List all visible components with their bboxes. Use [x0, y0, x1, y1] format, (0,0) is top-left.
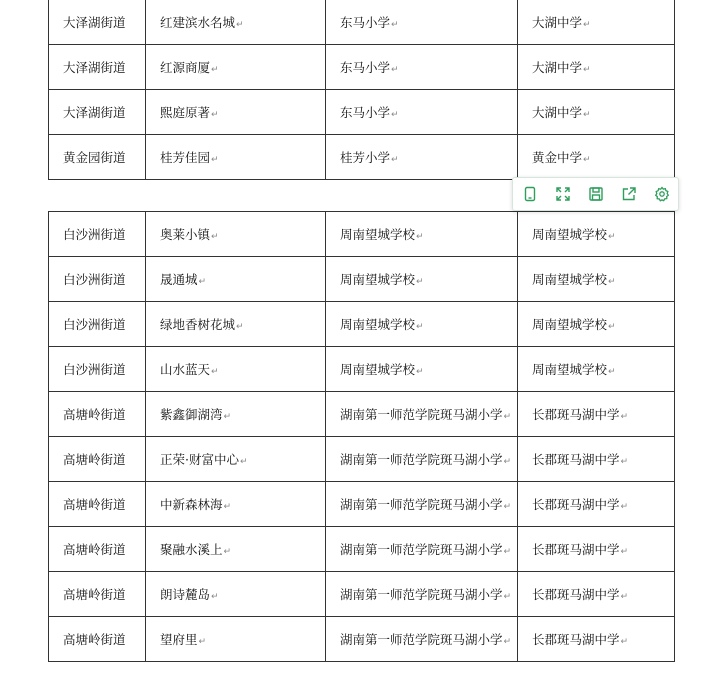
cell-text: 白沙洲街道	[63, 362, 126, 377]
table-cell[interactable]	[518, 45, 675, 90]
table-cell[interactable]	[146, 527, 326, 572]
cell-text: 红源商厦	[160, 60, 211, 75]
table-cell[interactable]	[146, 392, 326, 437]
table-row	[49, 90, 675, 135]
cell-text: 湖南第一师范学院斑马湖小学	[340, 632, 503, 647]
table-cell[interactable]	[49, 212, 146, 257]
cell-text: 中新森林海	[160, 497, 223, 512]
table-cell[interactable]	[146, 482, 326, 527]
table-cell[interactable]	[49, 302, 146, 347]
table-cell[interactable]	[326, 482, 518, 527]
cell-text: 高塘岭街道	[63, 542, 126, 557]
table-row	[49, 347, 675, 392]
cell-text: 白沙洲街道	[63, 317, 126, 332]
table-cell[interactable]	[49, 135, 146, 180]
table-cell[interactable]	[518, 90, 675, 135]
cell-text: 朗诗麓岛	[160, 587, 211, 602]
cell-text: 山水蓝天	[160, 362, 211, 377]
cell-text: 大泽湖街道	[63, 60, 126, 75]
table-cell[interactable]	[518, 482, 675, 527]
cell-text: 桂芳小学	[340, 150, 391, 165]
table-cell[interactable]	[518, 437, 675, 482]
paragraph-mark: ↵	[620, 457, 629, 467]
paragraph-mark: ↵	[416, 367, 424, 377]
table-cell[interactable]	[146, 45, 326, 90]
cell-text: 高塘岭街道	[63, 632, 126, 647]
table-cell[interactable]	[518, 572, 675, 617]
cell-text: 湖南第一师范学院斑马湖小学	[340, 452, 503, 467]
paragraph-mark: ↵	[503, 547, 512, 557]
paragraph-mark: ↵	[211, 110, 219, 120]
cell-text: 湖南第一师范学院斑马湖小学	[340, 497, 503, 512]
paragraph-mark: ↵	[223, 412, 232, 422]
cell-text: 东马小学	[340, 60, 391, 75]
cell-text: 湖南第一师范学院斑马湖小学	[340, 407, 503, 422]
cell-text: 湖南第一师范学院斑马湖小学	[340, 542, 503, 557]
table-row	[49, 135, 675, 180]
table-cell[interactable]	[146, 257, 326, 302]
table-cell[interactable]	[49, 45, 146, 90]
paragraph-mark: ↵	[503, 592, 512, 602]
table-cell[interactable]	[326, 0, 518, 45]
table-cell[interactable]	[326, 572, 518, 617]
table-row	[49, 45, 675, 90]
paragraph-mark: ↵	[620, 547, 629, 557]
table-cell[interactable]	[49, 437, 146, 482]
paragraph-mark: ↵	[223, 502, 232, 512]
paragraph-mark: ↵	[416, 277, 424, 287]
table-row	[49, 527, 675, 572]
paragraph-mark: ↵	[211, 367, 219, 377]
table-cell[interactable]	[518, 392, 675, 437]
cell-text: 熙庭原著	[160, 105, 211, 120]
paragraph-mark: ↵	[198, 277, 207, 287]
cell-text: 白沙洲街道	[63, 272, 126, 287]
paragraph-mark: ↵	[608, 367, 616, 377]
cell-text: 绿地香树花城	[160, 317, 236, 332]
table-cell[interactable]	[326, 347, 518, 392]
table-cell[interactable]	[326, 392, 518, 437]
paragraph-mark: ↵	[503, 412, 512, 422]
cell-text: 周南望城学校	[340, 272, 416, 287]
expand-icon	[555, 186, 571, 202]
table-cell[interactable]	[146, 437, 326, 482]
cell-text: 长郡斑马湖中学	[532, 407, 620, 422]
table-cell[interactable]	[49, 90, 146, 135]
paragraph-mark: ↵	[583, 110, 591, 120]
cell-text: 桂芳佳园	[160, 150, 211, 165]
table-cell[interactable]	[49, 347, 146, 392]
cell-text: 大湖中学	[532, 105, 583, 120]
table-top	[48, 0, 675, 180]
cell-text: 大湖中学	[532, 15, 583, 30]
table-cell[interactable]	[326, 135, 518, 180]
table-row	[49, 0, 675, 45]
table-cell[interactable]	[326, 45, 518, 90]
share-icon	[621, 186, 637, 202]
table-cell[interactable]	[49, 257, 146, 302]
cell-text: 周南望城学校	[340, 317, 416, 332]
table-row	[49, 212, 675, 257]
table-cell[interactable]	[518, 347, 675, 392]
table-cell[interactable]	[146, 135, 326, 180]
table-cell[interactable]	[49, 482, 146, 527]
paragraph-mark: ↵	[620, 502, 629, 512]
table-cell[interactable]	[326, 90, 518, 135]
cell-text: 大泽湖街道	[63, 15, 126, 30]
table-cell[interactable]	[326, 212, 518, 257]
cell-text: 周南望城学校	[532, 227, 608, 242]
paragraph-mark: ↵	[236, 322, 244, 332]
cell-text: 长郡斑马湖中学	[532, 452, 620, 467]
table-row	[49, 257, 675, 302]
cell-text: 大湖中学	[532, 60, 583, 75]
table-cell[interactable]	[49, 617, 146, 662]
table-bottom	[48, 211, 675, 662]
paragraph-mark: ↵	[620, 637, 629, 647]
cell-text: 周南望城学校	[340, 227, 416, 242]
paragraph-mark: ↵	[239, 457, 248, 467]
table-cell[interactable]	[146, 572, 326, 617]
paragraph-mark: ↵	[503, 457, 512, 467]
cell-text: 东马小学	[340, 105, 391, 120]
cell-text: 黄金中学	[532, 150, 583, 165]
cell-text: 高塘岭街道	[63, 452, 126, 467]
table-row	[49, 392, 675, 437]
cell-text: 大泽湖街道	[63, 105, 126, 120]
paragraph-mark: ↵	[583, 20, 591, 30]
paragraph-mark: ↵	[391, 20, 399, 30]
table-cell[interactable]	[146, 212, 326, 257]
cell-text: 高塘岭街道	[63, 587, 126, 602]
table-cell[interactable]	[49, 527, 146, 572]
table-cell[interactable]	[326, 527, 518, 572]
paragraph-mark: ↵	[236, 20, 244, 30]
cell-text: 晟通城	[160, 272, 198, 287]
save-button[interactable]	[584, 182, 608, 206]
table-cell[interactable]	[146, 347, 326, 392]
table-cell[interactable]	[146, 0, 326, 45]
save-icon	[588, 186, 604, 202]
table-cell[interactable]	[518, 617, 675, 662]
table-cell[interactable]	[146, 90, 326, 135]
table-cell[interactable]	[518, 212, 675, 257]
table-cell[interactable]	[146, 302, 326, 347]
cell-text: 正荣·财富中心	[160, 452, 239, 467]
cell-text: 望府里	[160, 632, 198, 647]
paragraph-mark: ↵	[620, 412, 629, 422]
paragraph-mark: ↵	[211, 65, 219, 75]
cell-text: 长郡斑马湖中学	[532, 632, 620, 647]
cell-text: 长郡斑马湖中学	[532, 497, 620, 512]
table-cell[interactable]	[49, 392, 146, 437]
paragraph-mark: ↵	[608, 277, 616, 287]
table-cell[interactable]	[326, 437, 518, 482]
cell-text: 长郡斑马湖中学	[532, 587, 620, 602]
paragraph-mark: ↵	[391, 110, 399, 120]
cell-text: 东马小学	[340, 15, 391, 30]
cell-text: 高塘岭街道	[63, 407, 126, 422]
cell-text: 高塘岭街道	[63, 497, 126, 512]
share-button[interactable]	[617, 182, 641, 206]
paragraph-mark: ↵	[620, 592, 629, 602]
cell-text: 奥莱小镇	[160, 227, 211, 242]
table-cell[interactable]	[326, 302, 518, 347]
paragraph-mark: ↵	[198, 637, 207, 647]
tablet-icon	[522, 186, 538, 202]
settings-icon	[654, 186, 670, 202]
table-cell[interactable]	[326, 617, 518, 662]
table-cell[interactable]	[518, 257, 675, 302]
cell-text: 周南望城学校	[532, 317, 608, 332]
table-cell[interactable]	[326, 257, 518, 302]
table-cell[interactable]	[146, 617, 326, 662]
paragraph-mark: ↵	[211, 592, 219, 602]
paragraph-mark: ↵	[416, 232, 424, 242]
cell-text: 红建滨水名城	[160, 15, 236, 30]
table-row	[49, 482, 675, 527]
paragraph-mark: ↵	[211, 232, 219, 242]
paragraph-mark: ↵	[608, 232, 616, 242]
cell-text: 长郡斑马湖中学	[532, 542, 620, 557]
paragraph-mark: ↵	[503, 502, 512, 512]
table-cell[interactable]	[518, 302, 675, 347]
table-row	[49, 437, 675, 482]
paragraph-mark: ↵	[503, 637, 512, 647]
table-cell[interactable]	[518, 0, 675, 45]
paragraph-mark: ↵	[223, 547, 232, 557]
cell-text: 湖南第一师范学院斑马湖小学	[340, 587, 503, 602]
table-cell[interactable]	[49, 572, 146, 617]
cell-text: 周南望城学校	[532, 272, 608, 287]
cell-text: 紫鑫御湖湾	[160, 407, 223, 422]
cell-text: 黄金园街道	[63, 150, 126, 165]
table-row	[49, 617, 675, 662]
tablet-view-button[interactable]	[518, 182, 542, 206]
cell-text: 周南望城学校	[532, 362, 608, 377]
paragraph-mark: ↵	[211, 155, 219, 165]
table-row	[49, 572, 675, 617]
cell-text: 周南望城学校	[340, 362, 416, 377]
paragraph-mark: ↵	[391, 65, 399, 75]
table-cell[interactable]	[518, 527, 675, 572]
paragraph-mark: ↵	[583, 65, 591, 75]
paragraph-mark: ↵	[608, 322, 616, 332]
floating-image-toolbar	[512, 177, 679, 211]
fullscreen-button[interactable]	[551, 182, 575, 206]
cell-text: 聚融水溪上	[160, 542, 223, 557]
paragraph-mark: ↵	[391, 155, 399, 165]
table-cell[interactable]	[49, 0, 146, 45]
settings-button[interactable]	[650, 182, 674, 206]
table-cell[interactable]	[518, 135, 675, 180]
table-row	[49, 302, 675, 347]
paragraph-mark: ↵	[583, 155, 591, 165]
cell-text: 白沙洲街道	[63, 227, 126, 242]
paragraph-mark: ↵	[416, 322, 424, 332]
